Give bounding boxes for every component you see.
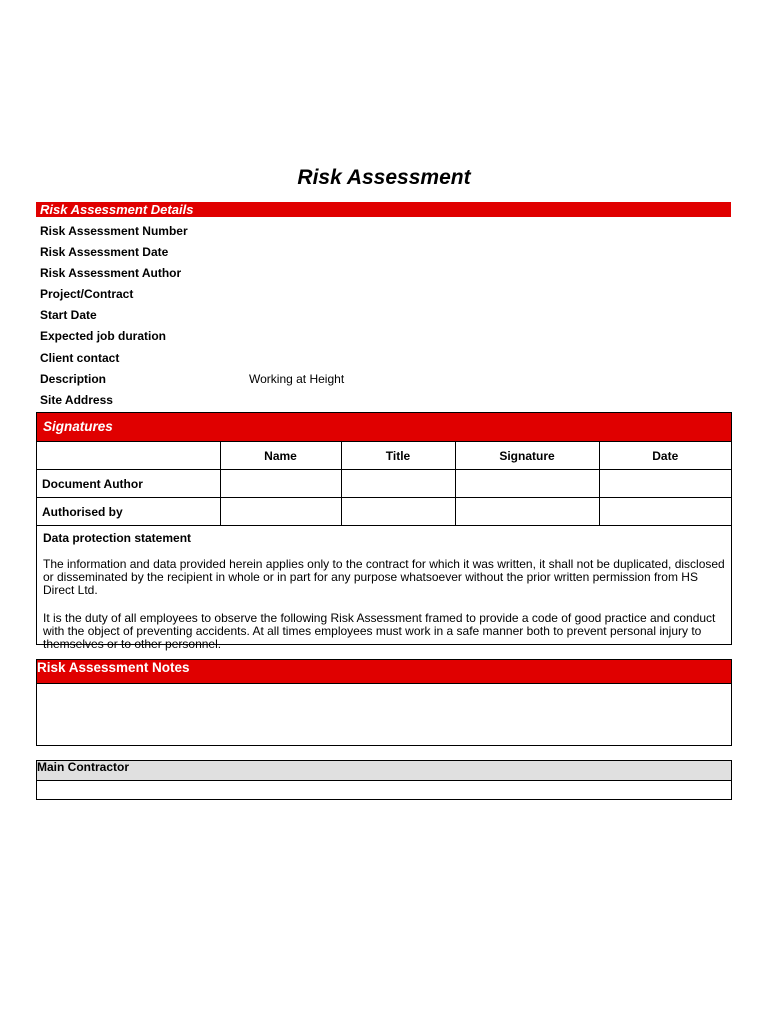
main-contractor-section	[36, 760, 732, 800]
detail-row-duration	[40, 329, 730, 350]
table-row	[37, 498, 731, 526]
row-label-document-author: Document Author	[37, 470, 220, 498]
column-header	[37, 442, 220, 470]
cell-date[interactable]	[599, 498, 731, 526]
cell-date[interactable]	[599, 470, 731, 498]
signatures-header-row	[37, 442, 731, 470]
detail-label: Description	[40, 371, 107, 386]
column-header-signature: Signature	[455, 442, 599, 470]
detail-label: Project/Contract	[40, 287, 134, 302]
signatures-table	[37, 442, 731, 526]
detail-row-start-date	[40, 308, 730, 329]
notes-header: Risk Assessment Notes	[37, 660, 731, 684]
detail-label: Start Date	[40, 308, 97, 323]
detail-label: Risk Assessment Author	[40, 266, 182, 281]
duty-paragraph: It is the duty of all employees to observe the following Risk Assessment framed to provide a code of good practice and conduct with the object of preventing accidents. At all times employees must work in a safe manner both to prevent personal injury to themselves or to other personnel.	[43, 611, 716, 651]
cell-name[interactable]	[220, 470, 341, 498]
detail-row-date	[40, 245, 730, 266]
detail-row-description	[40, 372, 730, 393]
cell-name[interactable]	[220, 498, 341, 526]
detail-row-author	[40, 266, 730, 287]
detail-label: Risk Assessment Number	[40, 224, 188, 238]
column-header-date: Date	[599, 442, 731, 470]
details-list	[40, 224, 730, 414]
detail-row-client	[40, 351, 730, 372]
detail-row-project	[40, 287, 730, 308]
row-label-authorised-by: Authorised by	[37, 498, 220, 526]
main-contractor-value[interactable]	[37, 781, 731, 799]
table-row	[37, 470, 731, 498]
notes-content[interactable]	[37, 684, 731, 744]
cell-title[interactable]	[341, 498, 455, 526]
detail-row-number	[40, 224, 730, 245]
cell-signature[interactable]	[455, 498, 599, 526]
data-protection-paragraph: The information and data provided herein applies only to the contract for which it was written, it shall not be duplicated, disclosed or disseminated by the recipient in whole or in part for any purpose whatsoever without the prior written permission from HS Direct Ltd.	[43, 557, 725, 597]
signatures-section	[36, 412, 732, 651]
data-protection-title: Data protection statement	[43, 531, 192, 545]
cell-title[interactable]	[341, 470, 455, 498]
detail-row-site-address	[40, 393, 730, 414]
data-protection-statement	[37, 526, 731, 651]
detail-label: Site Address	[40, 392, 113, 407]
signatures-header: Signatures	[37, 413, 731, 442]
document-title: Risk Assessment	[297, 166, 471, 189]
cell-signature[interactable]	[455, 470, 599, 498]
detail-label: Client contact	[40, 350, 120, 365]
main-contractor-header: Main Contractor	[37, 761, 731, 781]
column-header-title: Title	[341, 442, 455, 470]
detail-label: Risk Assessment Date	[40, 245, 169, 260]
column-header-name: Name	[220, 442, 341, 470]
details-section-header: Risk Assessment Details	[36, 202, 731, 217]
detail-label: Expected job duration	[40, 329, 167, 344]
notes-section	[36, 659, 732, 746]
detail-value: Working at Height	[249, 371, 345, 386]
